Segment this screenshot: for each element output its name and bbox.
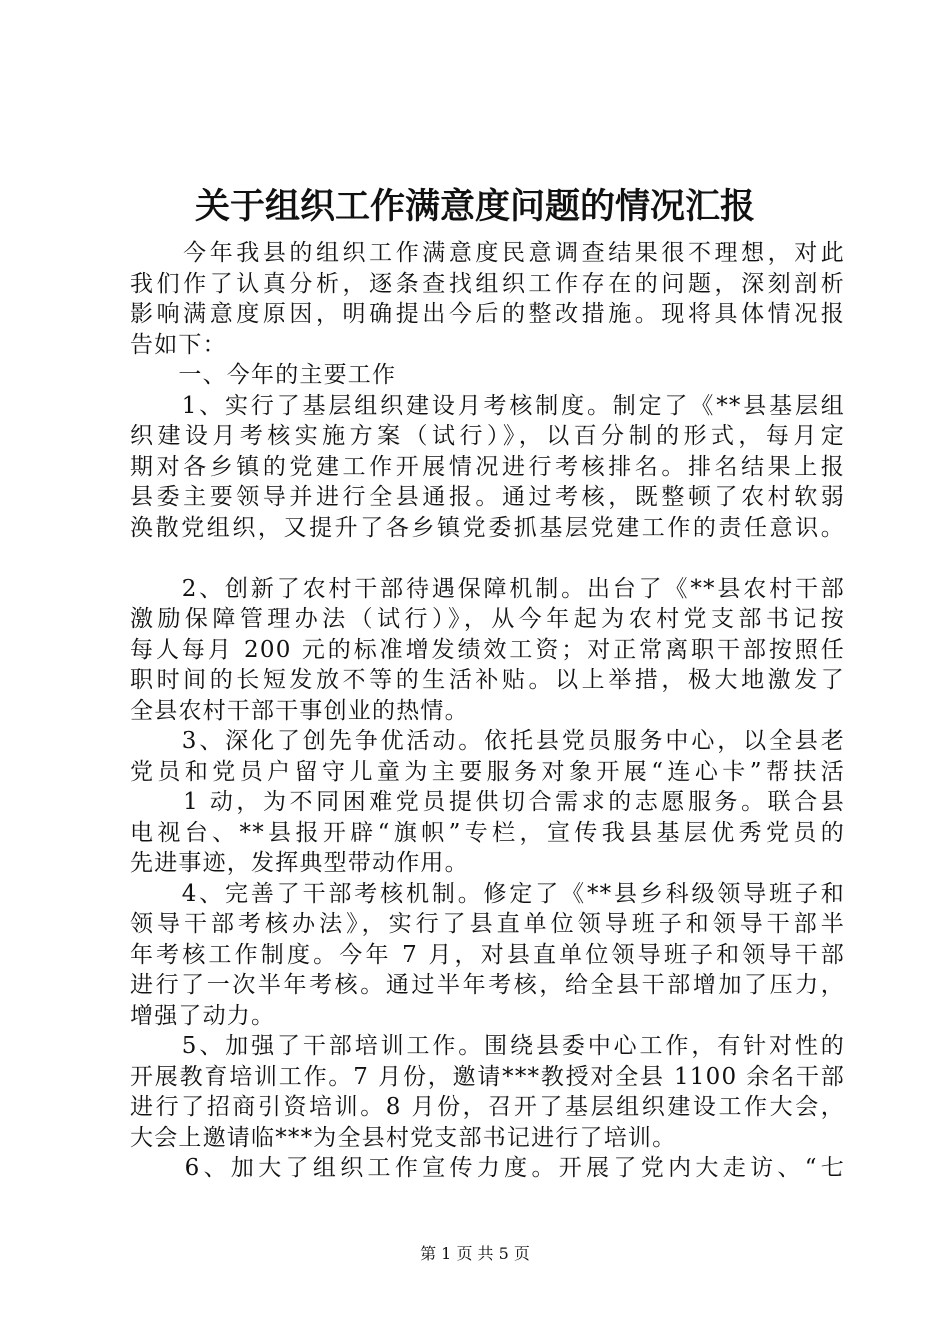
body-line: 电视台、**县报开辟“旗帜”专栏，宣传我县基层优秀党员的 <box>130 819 845 846</box>
body-line: 全县农村干部干事创业的热情。 <box>130 697 469 724</box>
body-line: 涣散党组织，又提升了各乡镇党委抓基层党建工作的责任意识。 <box>130 514 845 541</box>
body-line: 增强了动力。 <box>130 1002 276 1029</box>
body-line: 县委主要领导并进行全县通报。通过考核，既整顿了农村软弱 <box>130 484 845 510</box>
body-line: 我们作了认真分析，逐条查找组织工作存在的问题，深刻剖析 <box>130 270 845 297</box>
body-line: 2、创新了农村干部待遇保障机制。出台了《**县农村干部 <box>130 575 845 602</box>
body-line: 期对各乡镇的党建工作开展情况进行考核排名。排名结果上报 <box>130 453 845 480</box>
body-line: 职时间的长短发放不等的生活补贴。以上举措，极大地激发了 <box>130 667 845 693</box>
body-line: 织建设月考核实施方案（试行）》，以百分制的形式，每月定 <box>130 423 845 449</box>
body-line: 告如下： <box>130 331 227 358</box>
body-line: 5、加强了干部培训工作。围绕县委中心工作，有针对性的 <box>130 1033 845 1059</box>
document-title: 关于组织工作满意度问题的情况汇报 <box>194 186 755 227</box>
body-line: 进行了一次半年考核。通过半年考核，给全县干部增加了压力， <box>130 972 845 998</box>
body-line: 大会上邀请临***为全县村党支部书记进行了培训。 <box>130 1124 677 1151</box>
blank-line <box>130 543 845 574</box>
page-footer: 第 1 页 共 5 页 <box>420 1244 530 1263</box>
body-line: 领导干部考核办法》，实行了县直单位领导班子和领导干部半 <box>130 911 845 937</box>
body-line: 今年我县的组织工作满意度民意调查结果很不理想，对此 <box>130 240 845 266</box>
body-line: 影响满意度原因，明确提出今后的整改措施。现将具体情况报 <box>130 301 845 327</box>
body-line: 先进事迹，发挥典型带动作用。 <box>130 850 469 876</box>
body-line: 激励保障管理办法（试行）》，从今年起为农村党支部书记按 <box>130 606 845 632</box>
body-line: 4、完善了干部考核机制。修定了《**县乡科级领导班子和 <box>130 880 845 907</box>
body-line: 每人每月 200 元的标准增发绩效工资；对正常离职干部按照任 <box>130 636 845 663</box>
body-line: 1、实行了基层组织建设月考核制度。制定了《**县基层组 <box>130 392 845 419</box>
body-line: 开展教育培训工作。7 月份，邀请***教授对全县 1100 余名干部 <box>130 1063 845 1090</box>
body-line: 1 动，为不同困难党员提供切合需求的志愿服务。联合县 <box>130 789 845 815</box>
section-heading: 一、今年的主要工作 <box>130 362 397 388</box>
body-line: 年考核工作制度。今年 7 月，对县直单位领导班子和领导干部 <box>130 941 845 968</box>
document-body <box>130 238 845 1184</box>
body-line: 党员和党员户留守儿童为主要服务对象开展“连心卡”帮扶活 <box>130 758 845 785</box>
body-line: 3、深化了创先争优活动。依托县党员服务中心，以全县老 <box>130 728 845 754</box>
body-line: 6、加大了组织工作宣传力度。开展了党内大走访、“七 <box>130 1155 845 1181</box>
body-line: 进行了招商引资培训。8 月份，召开了基层组织建设工作大会， <box>130 1094 845 1120</box>
